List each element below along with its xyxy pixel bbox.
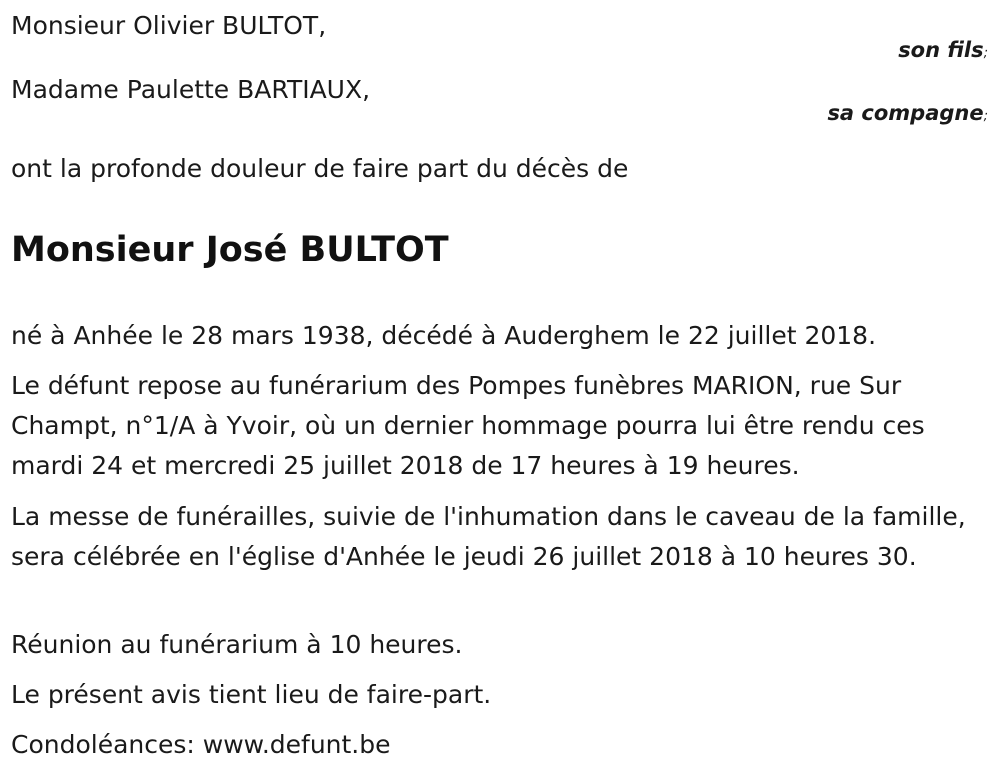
relation-text: son fils: [898, 38, 984, 62]
notice-paragraph: Le présent avis tient lieu de faire-part.: [11, 680, 492, 709]
family-member-2-name: Madame Paulette BARTIAUX,: [11, 75, 371, 104]
funerarium-paragraph: Le défunt repose au funérarium des Pompes funèbres MARION, rue Sur Champt, n°1/A à Yvoir, où un dernier hommage pourra lui être rendu ces mardi 24 et mercredi 25 juillet 2018 de 17 heures à 19 heures.: [11, 371, 925, 480]
family-member-2-relation: [827, 98, 988, 132]
birth-death-paragraph: né à Anhée le 28 mars 1938, décédé à Auderghem le 22 juillet 2018.: [11, 321, 877, 350]
announcement-text: ont la profonde douleur de faire part du décès de: [11, 154, 629, 183]
meeting-paragraph: Réunion au funérarium à 10 heures.: [11, 630, 463, 659]
funeral-mass-paragraph: La messe de funérailles, suivie de l'inhumation dans le caveau de la famille, sera célébrée en l'église d'Anhée le jeudi 26 juillet 2018 à 10 heures 30.: [11, 502, 966, 571]
relation-separator: ;: [983, 46, 988, 61]
family-member-1-name: Monsieur Olivier BULTOT,: [11, 11, 327, 40]
condolences-paragraph: Condoléances: www.defunt.be: [11, 730, 391, 759]
relation-text: sa compagne: [827, 101, 984, 125]
relation-separator: ;: [983, 109, 988, 124]
deceased-name: Monsieur José BULTOT: [11, 230, 449, 270]
family-member-1-relation: [898, 35, 988, 69]
